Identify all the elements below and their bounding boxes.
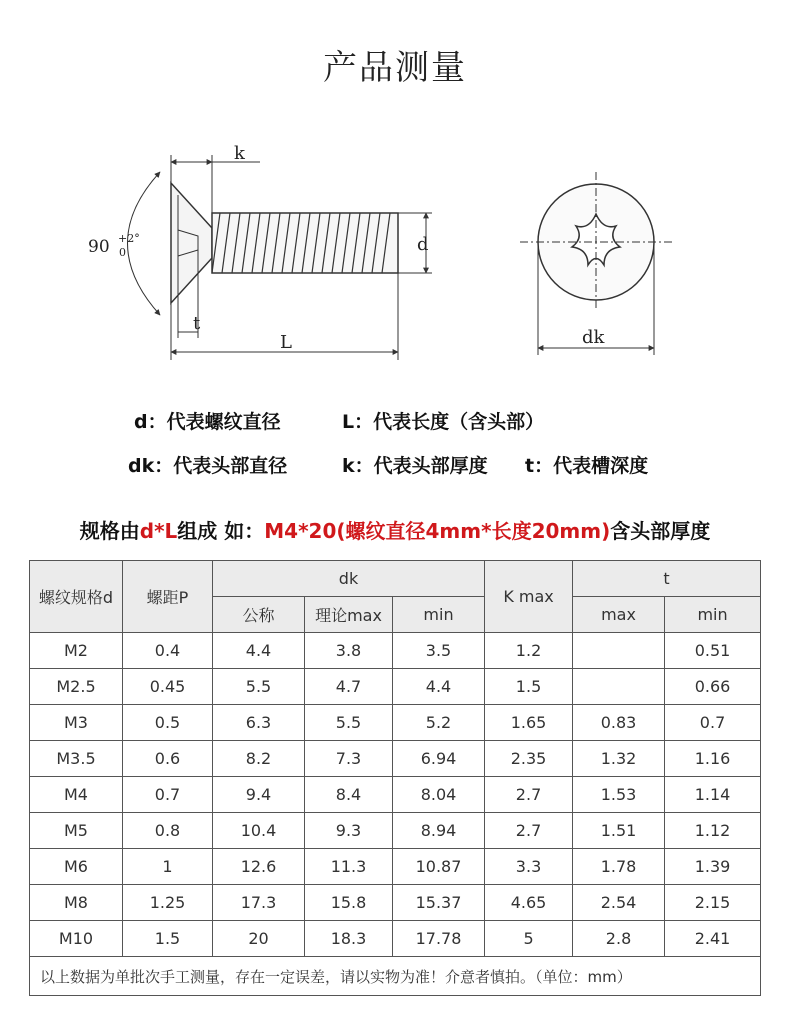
table-cell: 15.37 (393, 885, 485, 921)
table-cell: 0.7 (665, 705, 761, 741)
table-row (30, 633, 761, 669)
table-cell: 1.25 (123, 885, 213, 921)
table-cell: 9.3 (305, 813, 393, 849)
table-cell: 1.53 (573, 777, 665, 813)
angle-upper-tolerance: +2° (118, 232, 140, 245)
legend-dk: dk：代表头部直径 (128, 455, 288, 477)
table-cell: 3.3 (485, 849, 573, 885)
header-thread: 螺纹规格d (30, 561, 123, 633)
table-cell: M2.5 (30, 669, 123, 705)
table-row (30, 741, 761, 777)
table-cell: 1.16 (665, 741, 761, 777)
table-cell: 1.2 (485, 633, 573, 669)
d-label: d (417, 234, 429, 255)
table-row (30, 849, 761, 885)
spec-example: M4*20(螺纹直径4mm*长度20mm) (264, 519, 611, 543)
table-row (30, 705, 761, 741)
table-cell: M6 (30, 849, 123, 885)
table-cell: 11.3 (305, 849, 393, 885)
table-cell: 5 (485, 921, 573, 957)
table-cell: 1.78 (573, 849, 665, 885)
angle-lower-tolerance: 0 (119, 246, 126, 259)
angle-label: 90 (88, 237, 110, 257)
table-cell: 17.78 (393, 921, 485, 957)
table-cell: 2.8 (573, 921, 665, 957)
table-cell: M3.5 (30, 741, 123, 777)
table-cell: 0.8 (123, 813, 213, 849)
table-cell: 6.94 (393, 741, 485, 777)
table-cell: 2.7 (485, 777, 573, 813)
table-cell: M3 (30, 705, 123, 741)
spec-suffix: 含头部厚度 (610, 519, 711, 543)
table-cell: 12.6 (213, 849, 305, 885)
table-cell: 2.41 (665, 921, 761, 957)
table-cell: 1.5 (123, 921, 213, 957)
table-cell: 5.5 (305, 705, 393, 741)
table-row (30, 921, 761, 957)
table-cell: 1.5 (485, 669, 573, 705)
header-pitch: 螺距P (123, 561, 213, 633)
spec-prefix: 规格由 (79, 519, 140, 543)
table-cell: 2.35 (485, 741, 573, 777)
spec-middle: 组成 如： (177, 519, 265, 543)
table-cell: M5 (30, 813, 123, 849)
table-cell: 5.5 (213, 669, 305, 705)
table-cell: 0.4 (123, 633, 213, 669)
table-cell: 1.14 (665, 777, 761, 813)
table-cell: M8 (30, 885, 123, 921)
header-t: t (573, 561, 761, 597)
table-cell: 10.87 (393, 849, 485, 885)
table-row (30, 885, 761, 921)
table-row (30, 669, 761, 705)
table-cell: 6.3 (213, 705, 305, 741)
table-cell: 20 (213, 921, 305, 957)
table-cell: 15.8 (305, 885, 393, 921)
table-cell: 4.4 (393, 669, 485, 705)
t-label: t (193, 313, 201, 334)
spec-line (0, 515, 790, 544)
header-t-min: min (665, 597, 761, 633)
header-dk: dk (213, 561, 485, 597)
table-cell: M2 (30, 633, 123, 669)
table-cell: 0.51 (665, 633, 761, 669)
header-t-max: max (573, 597, 665, 633)
legend-t: t：代表槽深度 (525, 455, 649, 477)
table-cell: 4.4 (213, 633, 305, 669)
table-cell: 0.5 (123, 705, 213, 741)
spec-dl: d*L (139, 519, 178, 543)
table-cell: 10.4 (213, 813, 305, 849)
legend-k: k：代表头部厚度 (342, 455, 488, 477)
table-row (30, 777, 761, 813)
table-cell (573, 633, 665, 669)
table-cell: 4.7 (305, 669, 393, 705)
table-cell: 0.83 (573, 705, 665, 741)
table-cell (573, 669, 665, 705)
dimension-table (29, 560, 761, 996)
side-view (128, 155, 433, 360)
header-kmax: K max (485, 561, 573, 633)
table-row (30, 813, 761, 849)
table-cell: 0.66 (665, 669, 761, 705)
table-cell: 0.7 (123, 777, 213, 813)
table-cell: M10 (30, 921, 123, 957)
table-cell: 0.45 (123, 669, 213, 705)
screw-diagram (0, 110, 790, 370)
table-cell: 8.04 (393, 777, 485, 813)
table-cell: 8.2 (213, 741, 305, 777)
header-dk-nominal: 公称 (213, 597, 305, 633)
table-note: 以上数据为单批次手工测量，存在一定误差，请以实物为准！介意者慎拍。（单位：mm） (30, 957, 761, 996)
table-cell: 1.65 (485, 705, 573, 741)
dk-label: dk (582, 327, 605, 348)
table-cell: 3.8 (305, 633, 393, 669)
legend-L: L：代表长度（含头部） (342, 411, 545, 433)
k-label: k (234, 143, 245, 164)
table-cell: 8.4 (305, 777, 393, 813)
table-cell: 1.32 (573, 741, 665, 777)
table-cell: 8.94 (393, 813, 485, 849)
page-title: 产品测量 (323, 48, 467, 88)
table-cell: 1 (123, 849, 213, 885)
header-dk-min: min (393, 597, 485, 633)
table-cell: 1.51 (573, 813, 665, 849)
table-cell: 7.3 (305, 741, 393, 777)
table-cell: 17.3 (213, 885, 305, 921)
table-cell: 1.12 (665, 813, 761, 849)
table-cell: 2.54 (573, 885, 665, 921)
table-cell: 2.15 (665, 885, 761, 921)
L-label: L (280, 332, 292, 353)
table-cell: 1.39 (665, 849, 761, 885)
legend-d: d：代表螺纹直径 (134, 411, 281, 433)
table-cell: 3.5 (393, 633, 485, 669)
table-cell: 4.65 (485, 885, 573, 921)
table-cell: M4 (30, 777, 123, 813)
table-cell: 0.6 (123, 741, 213, 777)
table-cell: 2.7 (485, 813, 573, 849)
table-cell: 18.3 (305, 921, 393, 957)
table-cell: 9.4 (213, 777, 305, 813)
header-dk-theory-max: 理论max (305, 597, 393, 633)
table-cell: 5.2 (393, 705, 485, 741)
